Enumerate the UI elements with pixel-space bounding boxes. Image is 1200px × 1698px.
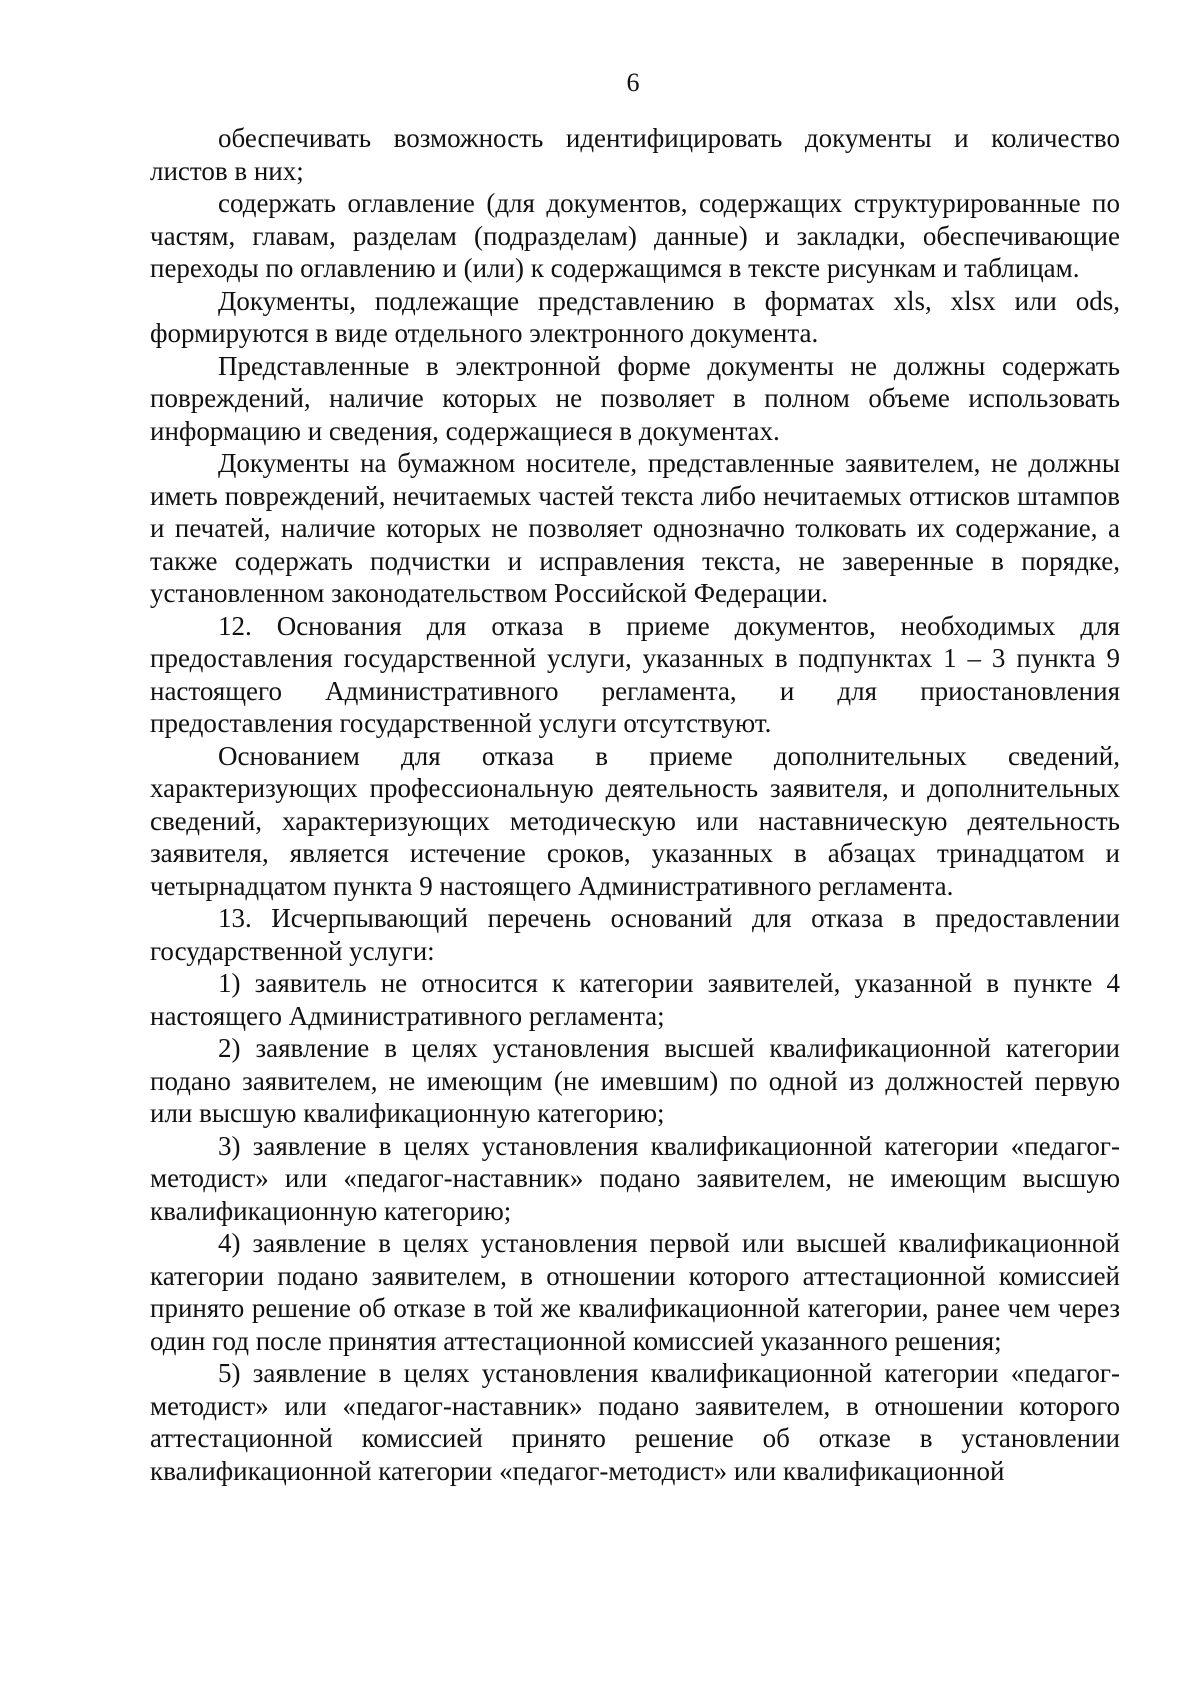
paragraph: 3) заявление в целях установления квалификационной категории «педагог-методист» или «педагог-наставник» подано заявителем, не имеющим высшую квалификационную категорию; [150,1130,1120,1226]
paragraph: 12. Основания для отказа в приеме документов, необходимых для предоставления государственной услуги, указанных в подпунктах 1 – 3 пункта 9 настоящего Административного регламента, и для приостановления предоставления государственной услуги отсутствуют. [150,610,1120,738]
paragraph: 2) заявление в целях установления высшей квалификационной категории подано заявителем, не имеющим (не имевшим) по одной из должностей первую или высшую квалификационную категорию; [150,1033,1120,1128]
paragraph: Документы, подлежащие представлению в форматах xls, xlsx или ods, формируются в виде отдельного электронного документа. [150,285,1120,348]
paragraph: 4) заявление в целях установления первой или высшей квалификационной категории подано заявителем, в отношении которого аттестационной комиссией принято решение об отказе в той же квалификационной категории, ранее чем через один год после принятия аттестационной комиссией указанного решения; [150,1228,1120,1356]
paragraph: обеспечивать возможность идентифицировать документы и количество листов в них; [150,123,1120,186]
paragraph: Представленные в электронной форме документы не должны содержать повреждений, наличие которых не позволяет в полном объеме использовать информацию и сведения, содержащиеся в документах. [150,350,1120,446]
paragraph: Документы на бумажном носителе, представленные заявителем, не должны иметь повреждений, нечитаемых частей текста либо нечитаемых оттисков штампов и печатей, наличие которых не позволяет однозначно толковать их содержание, а также содержать подчистки и исправления текста, не заверенные в порядке, установленном законодательством Российской Федерации. [150,448,1120,608]
paragraph: 1) заявитель не относится к категории заявителей, указанной в пункте 4 настоящего Административного регламента; [150,968,1120,1031]
paragraph: 5) заявление в целях установления квалификационной категории «педагог-методист» или «педагог-наставник» подано заявителем, в отношении которого аттестационной комиссией принято решение об отказе в установлении квалификационной категории «педагог-методист» или квалификационной [150,1358,1120,1486]
paragraph: 13. Исчерпывающий перечень оснований для отказа в предоставлении государственной услуги: [150,903,1120,966]
document-body [150,122,1120,1487]
paragraph: Основанием для отказа в приеме дополнительных сведений, характеризующих профессиональную деятельность заявителя, и дополнительных сведений, характеризующих методическую или наставническую деятельность заявителя, является истечение сроков, указанных в абзацах тринадцатом и четырнадцатом пункта 9 настоящего Административного регламента. [150,740,1120,901]
page-number: 6 [626,68,640,97]
paragraph: содержать оглавление (для документов, содержащих структурированные по частям, главам, разделам (подразделам) данные) и закладки, обеспечивающие переходы по оглавлению и (или) к содержащимся в тексте рисункам и таблицам. [150,188,1120,283]
